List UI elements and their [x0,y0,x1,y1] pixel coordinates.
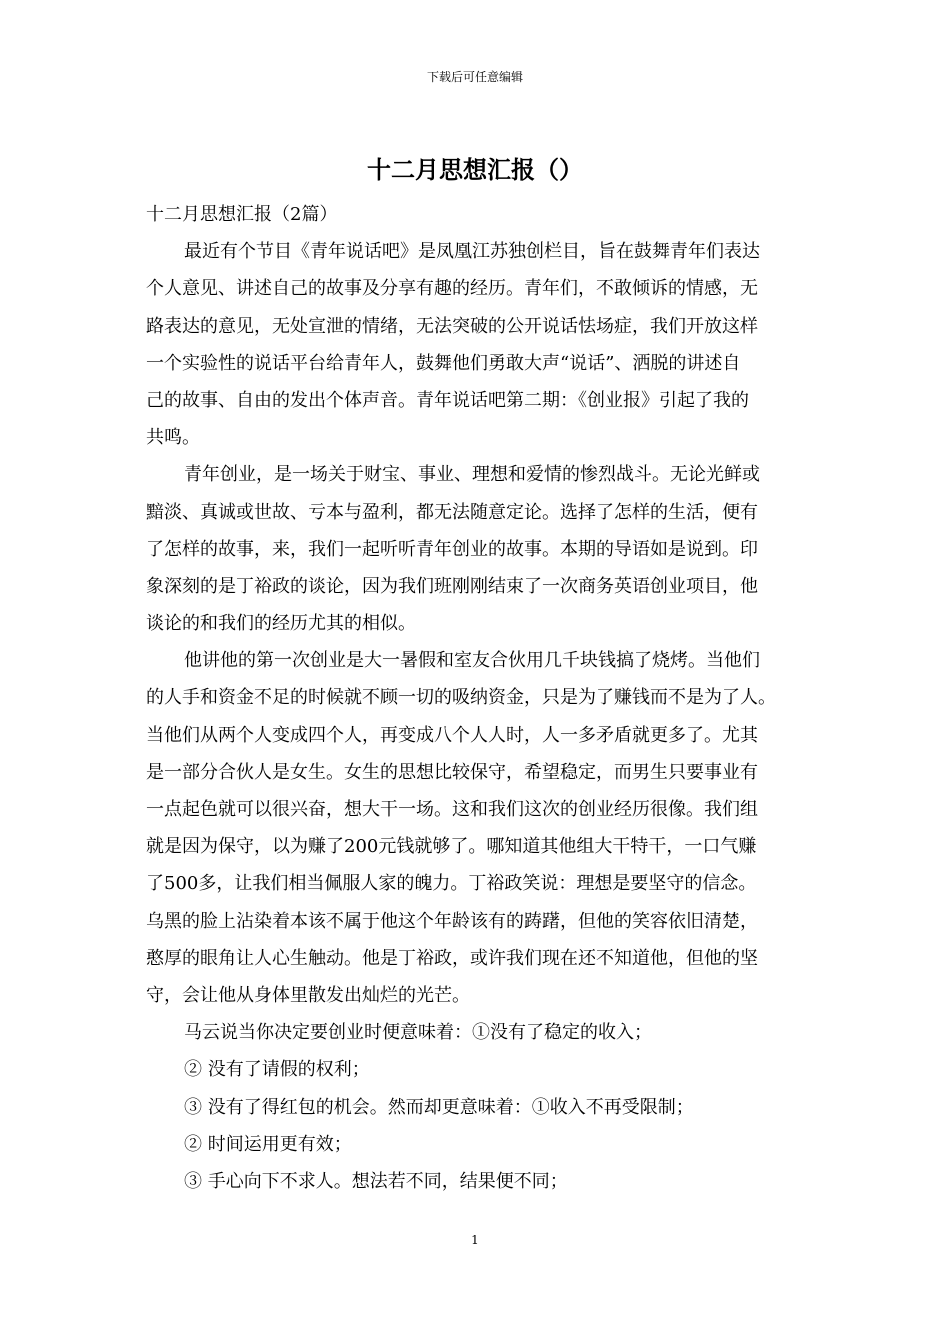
text-line: 守，会让他从身体里散发出灿烂的光芒。 [146,984,470,1006]
text-line: 他讲他的第一次创业是大一暑假和室友合伙用几千块钱搞了烧烤。当他们 [184,650,760,672]
text-line: 就是因为保守，以为赚了200元钱就够了。哪知道其他组大干特干，一口气赚 [146,836,757,858]
document-title: 十二月思想汇报（） [367,155,583,184]
text-line: 是一部分合伙人是女生。女生的思想比较保守，希望稳定，而男生只要事业有 [146,761,758,783]
text-line: 当他们从两个人变成四个人，再变成八个人人时，人一多矛盾就更多了。尤其 [146,724,758,746]
text-line: ③ 没有了得红包的机会。然而却更意味着：①收入不再受限制； [184,1096,694,1118]
text-line: ② 时间运用更有效； [184,1133,352,1155]
text-line: 乌黑的脸上沾染着本该不属于他这个年龄该有的踌躇，但他的笑容依旧清楚， [146,910,758,932]
text-line: 黯淡、真诚或世故、亏本与盈利，都无法随意定论。选择了怎样的生活，便有 [146,501,758,523]
document-body [146,196,814,1200]
text-line: 谈论的和我们的经历尤其的相似。 [146,613,416,635]
text-line: 一点起色就可以很兴奋，想大干一场。这和我们这次的创业经历很像。我们组 [146,799,758,820]
text-line: 十二月思想汇报（2篇） [146,204,338,225]
text-line: 己的故事、自由的发出个体声音。青年说话吧第二期：《创业报》引起了我的 [146,389,749,411]
text-line: 路表达的意见，无处宣泄的情绪，无法突破的公开说话怯场症，我们开放这样 [146,315,758,337]
text-line: 共鸣。 [146,427,200,449]
page-header-note: 下载后可任意编辑 [426,70,523,84]
text-line: 象深刻的是丁裕政的谈论，因为我们班刚刚结束了一次商务英语创业项目，他 [146,575,758,597]
text-line: 一个实验性的说话平台给青年人，鼓舞他们勇敢大声“说话”、洒脱的讲述自 [146,352,741,374]
text-line: 了500多，让我们相当佩服人家的魄力。丁裕政笑说：理想是要坚守的信念。 [146,873,757,895]
text-line: 憨厚的眼角让人心生触动。他是丁裕政，或许我们现在还不知道他，但他的坚 [146,947,758,969]
text-line: 马云说当你决定要创业时便意味着：①没有了稳定的收入； [184,1022,652,1044]
page-number: 1 [471,1233,479,1247]
text-line: 最近有个节目《青年说话吧》是凤凰江苏独创栏目，旨在鼓舞青年们表达 [184,241,760,263]
text-line: 的人手和资金不足的时候就不顾一切的吸纳资金，只是为了赚钱而不是为了人。 [146,687,776,709]
text-line: ② 没有了请假的权利； [184,1059,370,1081]
text-line: 了怎样的故事，来，我们一起听听青年创业的故事。本期的导语如是说到。印 [146,538,758,560]
text-line: ③ 手心向下不求人。想法若不同，结果便不同； [184,1170,568,1192]
text-line: 青年创业，是一场关于财宝、事业、理想和爱情的惨烈战斗。无论光鲜或 [184,464,760,486]
text-line: 个人意见、讲述自己的故事及分享有趣的经历。青年们，不敢倾诉的情感，无 [146,278,758,300]
